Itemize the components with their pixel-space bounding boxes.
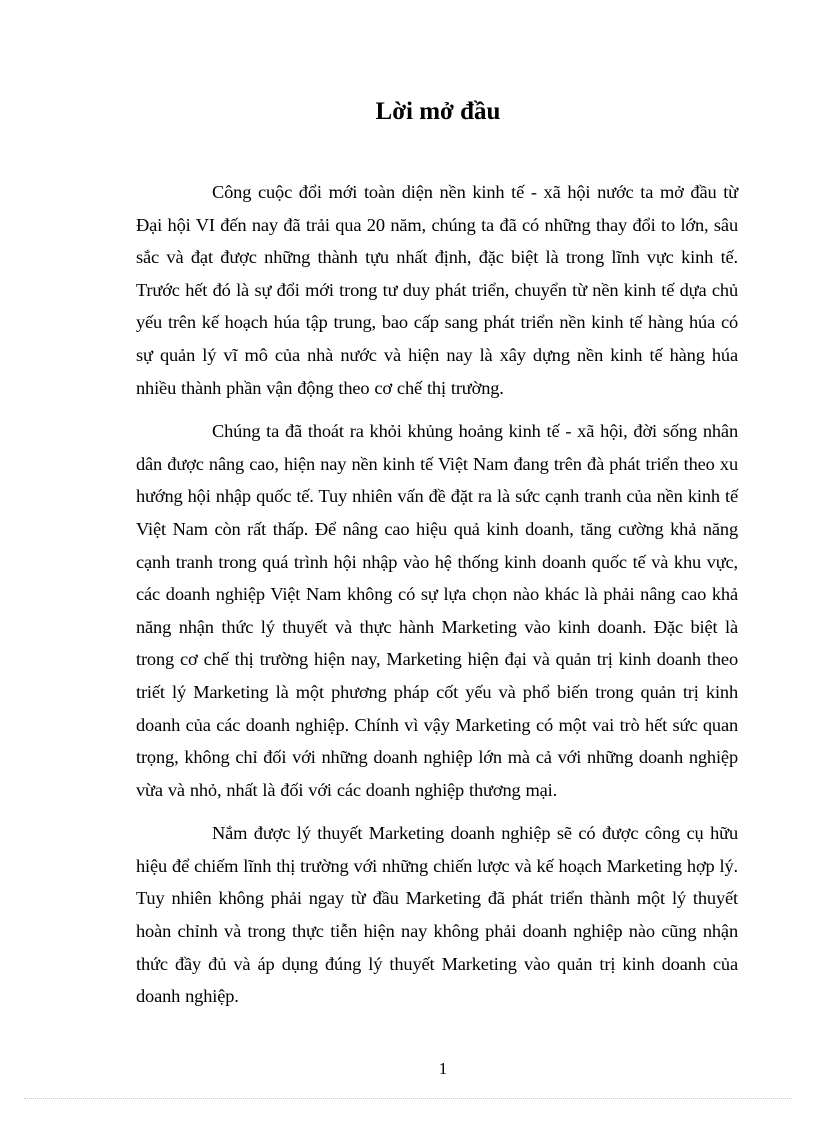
page-bottom-divider bbox=[24, 1098, 792, 1099]
paragraph-2: Chúng ta đã thoát ra khỏi khủng hoảng kinh tế - xã hội, đời sống nhân dân được nâng cao, hiện nay nền kinh tế Việt Nam đang trên đà phát triển theo xu hướng hội nhập quốc tế. Tuy nhiên vấn đề đặt ra là sức cạnh tranh của nền kinh tế Việt Nam còn rất thấp. Để nâng cao hiệu quả kinh doanh, tăng cường khả năng cạnh tranh trong quá trình hội nhập vào hệ thống kinh doanh quốc tế và khu vực, các doanh nghiệp Việt Nam không có sự lựa chọn nào khác là phải nâng cao khả năng nhận thức lý thuyết và thực hành Marketing vào kinh doanh. Đặc biệt là trong cơ chế thị trường hiện nay, Marketing hiện đại và quản trị kinh doanh theo triết lý Marketing là một phương pháp cốt yếu và phổ biến trong quản trị kinh doanh của các doanh nghiệp. Chính vì vậy Marketing có một vai trò hết sức quan trọng, không chỉ đối với những doanh nghiệp lớn mà cả với những doanh nghiệp vừa và nhỏ, nhất là đối với các doanh nghiệp thương mại. bbox=[136, 421, 738, 800]
paragraph-1: Công cuộc đổi mới toàn diện nền kinh tế - xã hội nước ta mở đầu từ Đại hội VI đến nay đã trải qua 20 năm, chúng ta đã có những thay đổi to lớn, sâu sắc và đạt được những thành tựu nhất định, đặc biệt là trong lĩnh vực kinh tế. Trước hết đó là sự đổi mới trong tư duy phát triển, chuyển từ nền kinh tế dựa chủ yếu trên kế hoạch húa tập trung, bao cấp sang phát triển nền kinh tế hàng húa có sự quản lý vĩ mô của nhà nước và hiện nay là xây dựng nền kinh tế hàng húa nhiều thành phần vận động theo cơ chế thị trường. bbox=[136, 182, 738, 398]
page-title: Lời mở đầu bbox=[375, 98, 501, 125]
body-text bbox=[136, 176, 738, 1024]
paragraph-3: Nắm được lý thuyết Marketing doanh nghiệp sẽ có được công cụ hữu hiệu để chiếm lĩnh thị trường với những chiến lược và kế hoạch Marketing hợp lý. Tuy nhiên không phải ngay từ đầu Marketing đã phát triển thành một lý thuyết hoàn chỉnh và trong thực tiễn hiện nay không phải doanh nghiệp nào cũng nhận thức đầy đủ và áp dụng đúng lý thuyết Marketing vào quản trị kinh doanh của doanh nghiệp. bbox=[136, 823, 738, 1007]
page-number: 1 bbox=[438, 1059, 448, 1078]
